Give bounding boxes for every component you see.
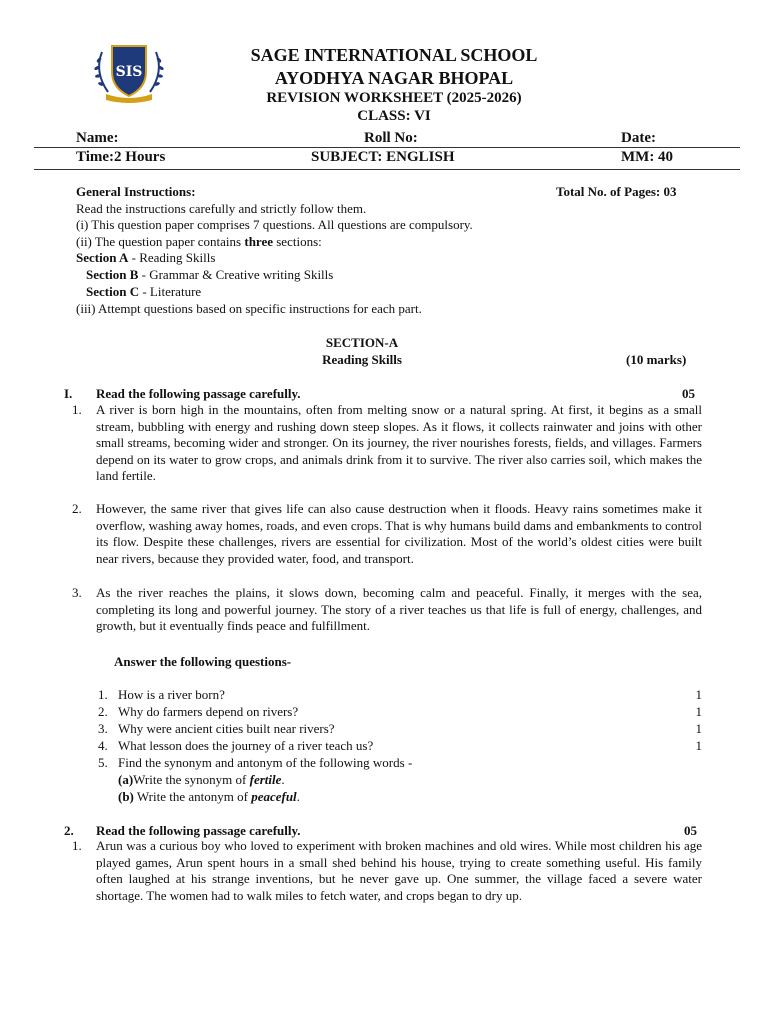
q1-paragraph-2: However, the same river that gives life can also cause destruction when it floods. Heavy rains sometimes make it overflow, washing away homes, roads, and even crops. That is why humans build dams and embankments to control its flow. Despite these challenges, rivers are essential for civilization. Most of the world’s oldest cities were built near rivers, because they provided water, food, and transport. — [96, 501, 702, 566]
q2-number: 2. — [64, 823, 74, 838]
question-5a-label: (a) — [118, 772, 134, 787]
question-5b-word: peaceful — [251, 789, 297, 804]
name-label: Name: — [76, 130, 119, 146]
section-c-instruction — [86, 283, 201, 300]
q2-para-1-number: 1. — [72, 838, 82, 853]
section-c-desc: - Literature — [139, 284, 202, 299]
q2-heading: Read the following passage carefully. — [96, 823, 301, 838]
q1-para-2-number: 2. — [72, 501, 82, 516]
section-a-instruction — [76, 249, 215, 266]
instruction-line-2: (i) This question paper comprises 7 questions. All questions are compulsory. — [76, 217, 473, 232]
section-a-marks: (10 marks) — [626, 352, 687, 367]
section-b-label: Section B — [86, 267, 139, 282]
section-a-desc: - Reading Skills — [128, 250, 216, 265]
q1-paragraph-3: As the river reaches the plains, it slows down, becoming calm and peaceful. Finally, it merges with the sea, completing its long and powerful journey. The story of a river teaches us that life is full of energy, challenges, and growth, but it eventually finds peace and fulfillment. — [96, 585, 702, 634]
logo-monogram: SIS — [115, 64, 143, 80]
question-5-text: Find the synonym and antonym of the following words - — [118, 755, 413, 770]
question-5-number: 5. — [98, 755, 108, 770]
question-3-marks: 1 — [695, 721, 702, 736]
question-4-marks: 1 — [695, 738, 702, 753]
question-5a-word: fertile — [249, 772, 282, 787]
question-4-text: What lesson does the journey of a river teach us? — [118, 738, 374, 753]
section-a-title: SECTION-A — [325, 335, 399, 350]
question-1-text: How is a river born? — [118, 687, 225, 702]
divider-top — [34, 147, 740, 148]
q1-marks: 05 — [682, 386, 695, 401]
section-a-label: Section A — [76, 250, 129, 265]
instruction-line-4: (iii) Attempt questions based on specific instructions for each part. — [76, 301, 422, 316]
date-label: Date: — [621, 130, 656, 146]
answer-heading: Answer the following questions- — [114, 654, 292, 669]
class-label: CLASS: VI — [357, 108, 431, 124]
worksheet-title: REVISION WORKSHEET (2025-2026) — [266, 90, 522, 106]
question-3-number: 3. — [98, 721, 108, 736]
section-b-instruction — [86, 266, 333, 283]
question-5b-text: Write the antonym of — [133, 789, 252, 804]
question-5b-label: (b) — [118, 789, 134, 804]
question-5a — [118, 771, 285, 788]
q1-paragraph-1: A river is born high in the mountains, often from melting snow or a natural spring. At first, it begins as a small stream, bubbling with energy and rushing down steep slopes. As it flows, it collects rainwater and joins with other small streams, becoming wider and stronger. On its journey, the river nourishes forests, fields, and villages. Farmers depend on its water to grow crops, and animals drink from it to survive. The river also carries soil, which makes the land fertile. — [96, 402, 702, 484]
divider-bottom — [34, 169, 740, 170]
q1-heading: Read the following passage carefully. — [96, 386, 301, 401]
q1-para-3-number: 3. — [72, 585, 82, 600]
instruction-line-3 — [76, 233, 322, 250]
question-5b — [118, 788, 300, 805]
question-2-marks: 1 — [695, 704, 702, 719]
instructions-heading: General Instructions: — [76, 184, 196, 199]
question-1-marks: 1 — [695, 687, 702, 702]
instruction-three: three — [244, 234, 273, 249]
instruction-line-1: Read the instructions carefully and strictly follow them. — [76, 201, 367, 216]
question-5b-end: . — [296, 789, 300, 804]
instruction-line-3-pre: (ii) The question paper contains — [76, 234, 245, 249]
section-a-subtitle: Reading Skills — [322, 352, 402, 367]
q2-paragraph-1: Arun was a curious boy who loved to experiment with broken machines and old wires. While most children his age played games, Arun spent hours in a small shed behind his house, trying to create something useful. His family often laughed at his strange inventions, but he never gave up. One summer, the village faced a severe water shortage. The women had to walk miles to fetch water, and crops began to dry up. — [96, 838, 702, 903]
question-2-text: Why do farmers depend on rivers? — [118, 704, 299, 719]
school-city: AYODHYA NAGAR BHOPAL — [274, 68, 514, 88]
section-b-desc: - Grammar & Creative writing Skills — [138, 267, 334, 282]
question-1-number: 1. — [98, 687, 108, 702]
school-name: SAGE INTERNATIONAL SCHOOL — [250, 45, 538, 65]
question-5a-text: Write the synonym of — [133, 772, 250, 787]
roll-number-label: Roll No: — [364, 130, 418, 146]
time-label: Time:2 Hours — [76, 149, 166, 165]
q1-para-1-number: 1. — [72, 402, 82, 417]
q2-marks: 05 — [684, 823, 697, 838]
q1-roman-number: I. — [64, 386, 73, 401]
section-c-label: Section C — [86, 284, 140, 299]
subject-label: SUBJECT: ENGLISH — [311, 149, 455, 165]
question-2-number: 2. — [98, 704, 108, 719]
max-marks-label: MM: 40 — [621, 149, 674, 165]
question-5a-end: . — [281, 772, 285, 787]
question-4-number: 4. — [98, 738, 108, 753]
total-pages: Total No. of Pages: 03 — [556, 184, 677, 199]
instruction-line-3-post: sections: — [273, 234, 322, 249]
question-3-text: Why were ancient cities built near rivers? — [118, 721, 335, 736]
